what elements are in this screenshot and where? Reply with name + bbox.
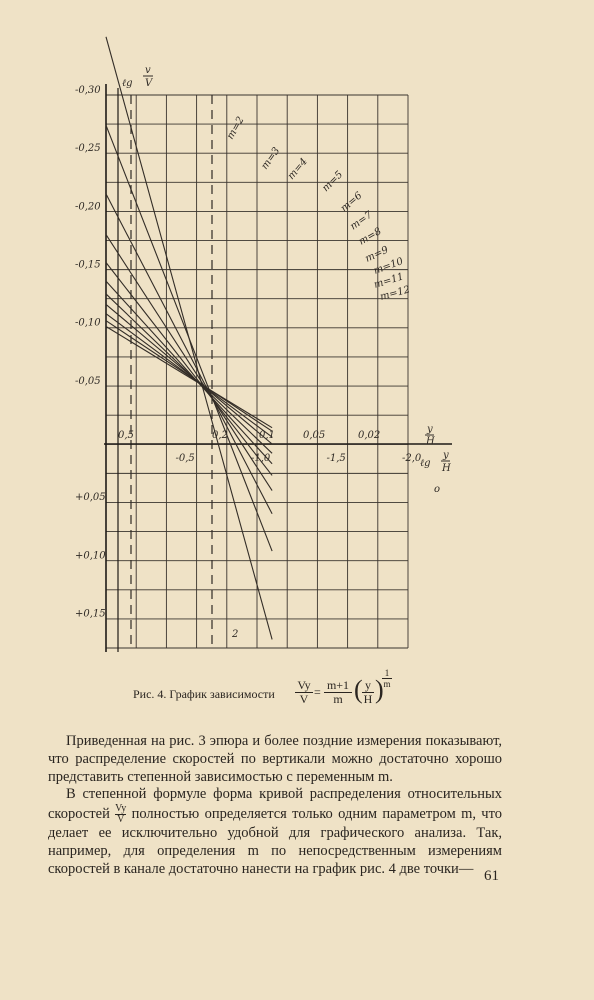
curve-label: m=2 <box>225 115 247 142</box>
caption-lhs-den: V <box>295 692 313 706</box>
chart-grid <box>104 84 452 652</box>
y-tick-label: -0,05 <box>75 375 101 387</box>
curve-label: m=4 <box>285 156 310 182</box>
caption-exp-den: m <box>383 679 391 689</box>
paragraph-2-part2: полностью определяется только одним параметром m, что делает ее исключительно удобной для графического анализа. Так, например, для определения m по непосредственным измерениям скоростей в канале достаточно нанести на график рис. 4 две точки— <box>48 806 502 877</box>
caption-paren-fraction <box>362 679 374 706</box>
y-tick-label: -0,20 <box>75 201 101 213</box>
curve-label: m=8 <box>357 225 384 248</box>
caption-rhs-num: m+1 <box>326 678 350 692</box>
ratio-frac-den: H <box>426 436 435 447</box>
curve-label: m=7 <box>348 209 375 233</box>
curve-label: m=11 <box>372 271 406 291</box>
caption-paren-num: y <box>365 678 371 692</box>
curve-label: m=10 <box>372 256 405 277</box>
y-tick-label: -0,25 <box>75 143 101 155</box>
bottom-x-tick-label: -1,5 <box>326 453 346 464</box>
paragraph-2-frac-den: V <box>117 814 125 826</box>
y-axis-frac-num: v <box>145 65 151 76</box>
caption-equals: = <box>314 685 321 699</box>
paragraph-2-fraction <box>115 804 126 825</box>
caption-rhs-den: m <box>324 692 352 706</box>
paragraph-1: Приведенная на рис. 3 эпюра и более поздние измерения показывают, что распределение скоростей по вертикали можно достаточно хорошо представить степенной зависимостью с переменным m. <box>48 733 502 785</box>
caption-rhs-fraction <box>324 679 352 706</box>
paragraph-2-part1: В степенной формуле форма кривой распределения относительных скоростей <box>48 786 502 823</box>
top-x-tick-label: 0,5 <box>118 430 134 441</box>
circle-mark: o <box>434 484 441 495</box>
top-x-tick-label: 0,2 <box>212 430 228 441</box>
caption-exponent <box>382 668 392 689</box>
top-x-tick-label: 0,1 <box>259 430 275 441</box>
x-axis-frac-num: y <box>443 450 449 461</box>
paragraph-2 <box>48 786 502 878</box>
page-number: 61 <box>484 868 499 884</box>
series-line <box>106 304 272 444</box>
figure-caption <box>60 668 550 718</box>
top-x-tick-label: 0,02 <box>358 430 381 441</box>
y-axis-title: ℓg <box>122 78 133 89</box>
y-tick-label: +0,05 <box>75 492 106 504</box>
y-tick-label: +0,10 <box>75 550 106 562</box>
curve-label: m=6 <box>338 190 365 215</box>
y-tick-label: -0,30 <box>75 85 101 96</box>
body-text <box>48 733 502 879</box>
y-tick-label: -0,15 <box>75 259 101 271</box>
caption-right-paren: ) <box>375 675 384 704</box>
y-tick-label: +0,15 <box>75 608 106 620</box>
ratio-frac-num: y <box>427 424 433 435</box>
curve-label: m=5 <box>320 169 346 195</box>
bottom-x-tick-label: -1,0 <box>251 453 271 464</box>
x-axis-frac-den: H <box>442 463 451 474</box>
caption-lhs-num: Vy <box>297 678 311 692</box>
x-axis-title: ℓg <box>420 458 431 469</box>
caption-prefix: Рис. 4. График зависимости <box>133 687 275 701</box>
curve-label: m=9 <box>363 244 391 265</box>
stray-mark: 2 <box>232 629 239 640</box>
caption-left-paren: ( <box>354 675 363 704</box>
top-x-tick-label: 0,05 <box>303 430 326 441</box>
bottom-x-tick-label: -2,0 <box>402 453 422 464</box>
y-axis-frac-den: V <box>145 78 153 89</box>
paragraph-2-frac-num: Vy <box>115 803 127 815</box>
caption-paren-den: H <box>363 692 373 706</box>
y-tick-label: -0,10 <box>75 317 101 329</box>
caption-lhs-fraction <box>295 679 313 706</box>
curve-label: m=12 <box>378 284 412 303</box>
caption-exp-num: 1 <box>384 668 390 678</box>
bottom-x-tick-label: -0,5 <box>175 453 195 464</box>
curve-label: m=3 <box>259 145 283 172</box>
